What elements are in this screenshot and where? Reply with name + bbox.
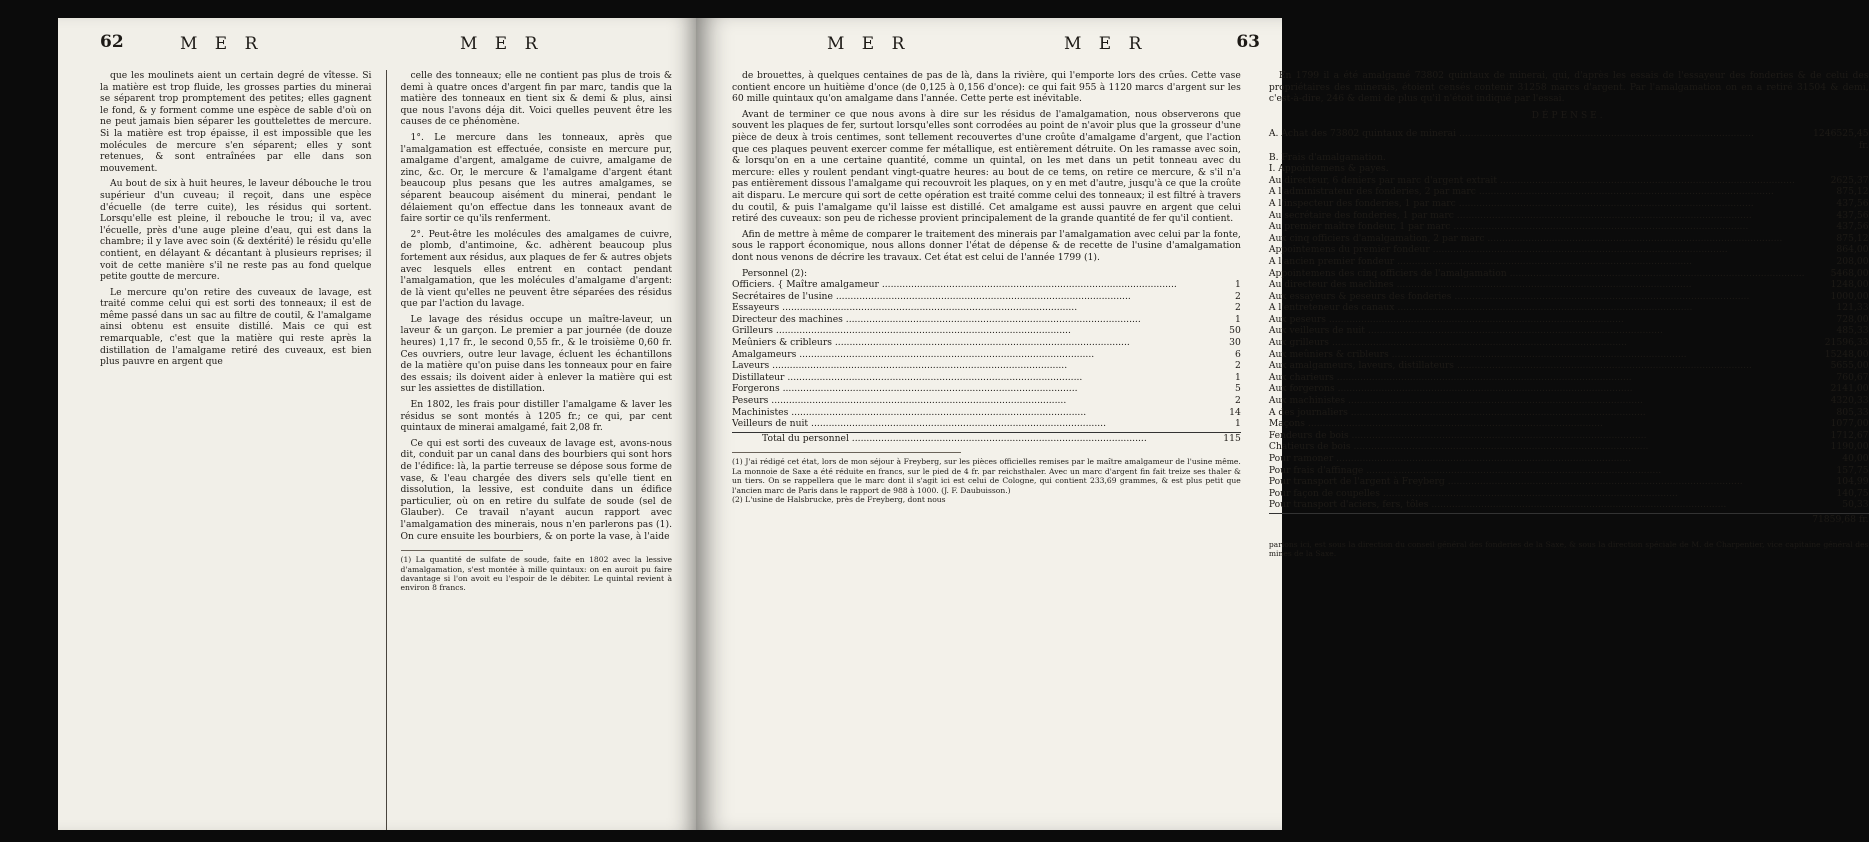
- ledger-label: Pour façon de coupelles .....: [1269, 488, 1805, 500]
- ledger-label: Veilleurs de nuit .....: [732, 418, 1177, 430]
- ledger-row: [1269, 291, 1869, 303]
- ledger-row: [732, 407, 1241, 419]
- ledger-row: [1269, 499, 1869, 511]
- paragraph: Le mercure qu'on retire des cuveaux de lavage, est traité comme celui qui est sorti des tonneaux; il est de même passé dans un sac au filtre de coutil, & l'amalgame ainsi obtenu est ensuite distillé. Mais ce qui est remarquable, c'est que la matière qui reste après la distillation de l'amalgame retiré des cuveaux, est bien plus pauvre en argent que: [100, 286, 372, 368]
- paragraph: 1°. Le mercure dans les tonneaux, après que l'amalgamation est effectuée, consiste en mercure pur, amalgame d'argent, amalgame de cuivre, amalgame de zinc, &c. Or, le mercure & l'amalgame d'argent étant beaucoup plus pesans que les autres amalgames, se séparent beaucoup aisément du minerai, pendant le délaiement qu'on effectue dans les tonneaux avant de faire sortir ce qu'ils renferment.: [400, 131, 672, 225]
- paragraph: celle des tonneaux; elle ne contient pas plus de trois & demi à quatre onces d'argent fin par marc, tandis que la matière des tonneaux en tient six & demi & plus, ainsi que nous l'avons déja dit. Voici quelles peuvent être les causes de ce phénomène.: [400, 70, 672, 128]
- ledger-row: [732, 302, 1241, 314]
- paragraph: En 1799 il a été amalgamé 73802 quintaux de minerai, qui, d'après les essais de l'essayeur des fonderies & de celui des propriétaires des minerais, étoient censés contenir 31258 marcs d'argent. Par l'amalgamation on en a retiré 31504 & demi, c'est-à-dire, 246 & demi de plus qu'il n'étoit indiqué par l'essai.: [1268, 70, 1869, 105]
- ledger-label: Forgerons .....: [732, 383, 1177, 395]
- paragraph: de brouettes, à quelques centaines de pas de là, dans la rivière, qui l'emporte lors des crûes. Cette vase contient encore un huitième d'once (de 0,125 à 0,156 d'once): ce qui fait 955 à 1120 marcs d'argent sur les 60 mille quintaux qu'on amalgame dans l'année. Cette perte est inévitable.: [732, 70, 1241, 105]
- ledger-row: [1269, 233, 1869, 245]
- ledger-value: 40,00: [1842, 453, 1869, 464]
- ledger-label: Fendeurs de bois .....: [1269, 430, 1805, 442]
- ledger-value: 5655,00: [1830, 360, 1869, 372]
- ledger-label: Meûniers & cribleurs .....: [732, 337, 1177, 349]
- ledger-label: Au premier maître fondeur, 1 par marc .....: [1269, 221, 1805, 233]
- ledger-value: 4320,33: [1830, 395, 1869, 407]
- ledger-row: [1269, 360, 1869, 372]
- ledger-row: [1269, 441, 1869, 453]
- ledger-row: [1269, 325, 1869, 337]
- ledger-label: Aux amalgameurs, laveurs, distillateurs .....: [1269, 360, 1805, 372]
- ledger-row: [732, 395, 1241, 407]
- depense-list: [1269, 128, 1869, 511]
- ledger-row: [732, 383, 1241, 395]
- ledger-label: Appointemens des cinq officiers de l'amalgamation .....: [1269, 268, 1805, 280]
- footnote-separator: [401, 550, 523, 551]
- ledger-value: 121,33: [1836, 302, 1869, 314]
- ledger-label: A l'administrateur des fonderies, 2 par marc .....: [1269, 186, 1805, 198]
- ledger-value: 50: [1229, 325, 1241, 337]
- ledger-label: Essayeurs .....: [732, 302, 1177, 314]
- running-title-col2: M E R: [1064, 34, 1148, 54]
- ledger-label: Officiers. { Maître amalgameur .....: [732, 279, 1177, 291]
- ledger-row: [1269, 279, 1869, 291]
- running-title: M E R: [827, 34, 911, 54]
- ledger-row: [732, 279, 1241, 291]
- ledger-label: Pour transport d'aciers, fers, tôles .....: [1269, 499, 1805, 511]
- ledger-row: [732, 325, 1241, 337]
- personnel-list: [732, 279, 1241, 430]
- ledger-row: [732, 418, 1241, 430]
- ledger-label: Machinistes .....: [732, 407, 1177, 419]
- ledger-label: Distillateur .....: [732, 372, 1177, 384]
- ledger-value: 485,33: [1836, 325, 1869, 337]
- ledger-label: A l'inspecteur des fonderies, 1 par marc .....: [1269, 198, 1805, 210]
- ledger-label: Aux veilleurs de nuit .....: [1269, 325, 1805, 337]
- ledger-row: [1269, 488, 1869, 500]
- ledger-value: 1246525,45 fr.: [1813, 128, 1869, 151]
- ledger-label: Aux essayeurs & peseurs des fonderies .....: [1269, 291, 1805, 303]
- ledger-label: Aux cinq officiers d'amalgamation, 2 par marc .....: [1269, 233, 1805, 245]
- footnote-continuation: parlons ici, est sous la direction du conseil général des fonderies de la Saxe, & sous la direction spéciale de M. de Charpentier, vice capitaine général des mines de la Saxe.: [1268, 539, 1869, 558]
- personnel-heading: Personnel (2):: [742, 267, 808, 279]
- ledger-value: 50,33: [1842, 499, 1869, 511]
- ledger-label: Peseurs .....: [732, 395, 1177, 407]
- ledger-row: [732, 337, 1241, 349]
- ledger-row: [1269, 453, 1869, 465]
- right-page: [696, 18, 1869, 830]
- depense-subtotal-row: [1269, 513, 1869, 526]
- ledger-value: 728,00: [1836, 313, 1869, 325]
- ledger-value: 875,12: [1836, 186, 1869, 198]
- ledger-value: 5468,00: [1830, 267, 1869, 279]
- ledger-value: 14: [1229, 406, 1241, 418]
- ledger-value: 6: [1234, 348, 1241, 360]
- personnel-total: [732, 432, 1241, 445]
- ledger-row: [1269, 465, 1869, 477]
- footnote-separator: [732, 452, 961, 453]
- ledger-value: 1712,67: [1830, 429, 1869, 441]
- ledger-row: [1269, 395, 1869, 407]
- ledger-label: Au directeur des machines .....: [1269, 279, 1805, 291]
- ledger-value: 2: [1234, 290, 1241, 302]
- ledger-row: [1269, 418, 1869, 430]
- ledger-label: Pour frais d'affinage .....: [1269, 465, 1805, 477]
- ledger-value: 437,56: [1836, 221, 1869, 233]
- ledger-label: A l'entreteneur des canaux .....: [1269, 302, 1805, 314]
- ledger-value: 2: [1234, 360, 1241, 372]
- ledger-label: Aux forgerons .....: [1269, 383, 1805, 395]
- footnote: (1) La quantité de sulfate de soude, faite en 1802 avec la lessive d'amalgamation, s'est montée à mille quintaux: on en auroit pu faire davantage si l'on avoit eu l'espoir de le débiter. Le quintal revient à environ 8 francs.: [400, 555, 672, 593]
- ledger-value: 437,56: [1836, 209, 1869, 221]
- ledger-label: Aux charieurs .....: [1269, 372, 1805, 384]
- ledger-value: 1: [1234, 279, 1241, 291]
- ledger-value: 1: [1234, 313, 1241, 325]
- ledger-value: 140,75: [1836, 487, 1869, 499]
- ledger-row: [1269, 302, 1869, 314]
- ledger-label: Appointemens du premier fondeur .....: [1269, 244, 1805, 256]
- ledger-value: 875,12: [1836, 232, 1869, 244]
- ledger-label: Grilleurs .....: [732, 325, 1177, 337]
- ledger-value: 2: [1234, 395, 1241, 407]
- ledger-row: [732, 314, 1241, 326]
- ledger-label: Laveurs .....: [732, 360, 1177, 372]
- ledger-row: [1269, 221, 1869, 233]
- ledger-value: 1190,00: [1830, 441, 1869, 453]
- personnel-total-value: 115: [1223, 432, 1241, 444]
- ledger-row: [1269, 476, 1869, 488]
- ledger-value: 21596,33: [1824, 337, 1869, 349]
- ledger-label: Directeur des machines .....: [732, 314, 1177, 326]
- ledger-value: 2625,37: [1830, 174, 1869, 186]
- ledger-label: Aux peseurs .....: [1269, 314, 1805, 326]
- ledger-row: [1269, 314, 1869, 326]
- ledger-row: [1269, 407, 1869, 419]
- running-title: M E R: [180, 34, 264, 54]
- depense-subtotal: 71859,68 fr.: [1812, 513, 1869, 525]
- ledger-label: Pour transport de l'argent à Freyberg .....: [1269, 476, 1805, 488]
- ledger-value: 1000,00: [1830, 290, 1869, 302]
- right-column-1: [732, 70, 1241, 830]
- ledger-label: Au secrétaire des fonderies, 1 par marc .....: [1269, 210, 1805, 222]
- ledger-row: [1269, 383, 1869, 395]
- ledger-label: Chatieurs de bois .....: [1269, 441, 1805, 453]
- ledger-row: [1269, 163, 1869, 175]
- ledger-label: A des journaliers .....: [1269, 407, 1805, 419]
- ledger-value: 864,00: [1836, 244, 1869, 256]
- footnote: (2) L'usine de Halsbrucke, près de Freyberg, dont nous: [732, 495, 946, 505]
- ledger-value: 437,56: [1836, 197, 1869, 209]
- paragraph: Au bout de six à huit heures, le laveur débouche le trou supérieur d'un cuveau; il reçoit, dans une espèce d'écuelle (de terre cuite), les résidus qui sortent. Lorsqu'elle est pleine, il rebouche le trou; il va, avec l'écuelle, près d'une auge pleine d'eau, qui est dans la chambre; il y lave avec soin (& dextérité) le résidu qu'elle contient, en délayant & décantant à plusieurs reprises; il voit de cette manière s'il ne reste pas au fond quelque petite goutte de mercure.: [100, 178, 372, 283]
- ledger-row: [1269, 268, 1869, 280]
- ledger-row: [1269, 210, 1869, 222]
- ledger-row: [1269, 175, 1869, 187]
- ledger-row: [1269, 198, 1869, 210]
- ledger-row: [1269, 430, 1869, 442]
- depense-heading: DÉPENSE.: [1531, 110, 1606, 121]
- ledger-value: 1248,00: [1830, 279, 1869, 291]
- ledger-label: Amalgameurs .....: [732, 349, 1177, 361]
- left-column-2: [401, 70, 673, 830]
- ledger-label: A l'ancien premier fondeur .....: [1269, 256, 1805, 268]
- ledger-value: 157,75: [1836, 464, 1869, 476]
- ledger-label: I. Appointemens & payes.: [1268, 163, 1389, 175]
- paragraph: que les moulinets aient un certain degré de vîtesse. Si la matière est trop fluide, les grosses parties du minerai se séparent trop promptement des petites; elles gagnent le fond, & y forment comme une espèce de sable d'où on ne peut jamais bien séparer les gouttelettes de mercure. Si la matière est trop épaisse, il est impossible que les molécules de mercure s'en séparent; elles y sont retenues, & sont entraînées par elle dans son mouvement.: [100, 70, 372, 174]
- ledger-row: [732, 360, 1241, 372]
- personnel-total-label: Total du personnel .....: [732, 433, 1177, 445]
- ledger-label: B. Frais d'amalgamation.: [1268, 151, 1386, 163]
- paragraph: 2°. Peut-être les molécules des amalgames de cuivre, de plomb, d'antimoine, &c. adhèrent beaucoup plus fortement aux résidus, aux plaques de fer & autres objets avec lesquels elles entrent en contact pendant l'amalgamation, que les molécules d'amalgame d'argent: de là vient qu'elles ne peuvent être séparées des résidus que par l'action du lavage.: [400, 228, 672, 310]
- ledger-label: Au directeur, 6 deniers par marc d'argent extrait .....: [1269, 175, 1805, 187]
- ledger-label: Aux grilleurs .....: [1269, 337, 1805, 349]
- ledger-row: [1269, 244, 1869, 256]
- ledger-value: 2141,00: [1830, 383, 1869, 395]
- paragraph: En 1802, les frais pour distiller l'amalgame & laver les résidus se sont montés à 1205 fr.; ce qui, par cent quintaux de minerai amalgamé, fait 2,08 fr.: [400, 399, 672, 434]
- left-column-1: [100, 70, 372, 830]
- ledger-value: 208,00: [1836, 255, 1869, 267]
- paragraph: Ce qui est sorti des cuveaux de lavage est, avons-nous dit, conduit par un canal dans des bourbiers qui sont hors de l'édifice: là, la partie terreuse se dépose sous forme de vase, & l'eau chargée des divers sels qu'elle tient en dissolution, la lessive, est conduite dans un édifice particulier, où on en retire du sulfate de soude (sel de Glauber). Ce travail n'ayant aucun rapport avec l'amalgamation des minerais, nous n'en parlerons pas (1). On cure ensuite les bourbiers, & on porte la vase, à l'aide: [400, 437, 672, 542]
- ledger-label: Maçons .....: [1269, 418, 1805, 430]
- left-page: [58, 18, 696, 830]
- ledger-value: 104,99: [1836, 476, 1869, 488]
- ledger-row: [1269, 349, 1869, 361]
- paragraph: Afin de mettre à même de comparer le traitement des minerais par l'amalgamation avec celui par la fonte, sous le rapport économique, nous allons donner l'état de dépense & de recette de l'usine d'amalgamation dont nous venons de décrire les travaux. Cet état est celui de l'année 1799 (1).: [732, 228, 1241, 263]
- column-rule: [386, 70, 387, 830]
- right-page-header: [732, 32, 1260, 70]
- ledger-row: [1269, 372, 1869, 384]
- ledger-row: [732, 349, 1241, 361]
- ledger-row: [1269, 128, 1869, 151]
- ledger-value: 1: [1234, 418, 1241, 430]
- right-column-2: [1269, 70, 1869, 830]
- ledger-value: 805,33: [1836, 406, 1869, 418]
- ledger-row: [1269, 152, 1869, 164]
- ledger-label: Aux machinistes .....: [1269, 395, 1805, 407]
- ledger-value: 5: [1234, 383, 1241, 395]
- ledger-value: 760,67: [1836, 371, 1869, 383]
- ledger-value: 1077,00: [1830, 418, 1869, 430]
- ledger-row: [1269, 186, 1869, 198]
- ledger-label: Secrétaires de l'usine .....: [732, 291, 1177, 303]
- ledger-label: Pour ramoner .....: [1269, 453, 1805, 465]
- running-title-col2: M E R: [460, 34, 544, 54]
- ledger-label: A. Achat des 73802 quintaux de minerai .....: [1269, 128, 1805, 140]
- paragraph: Avant de terminer ce que nous avons à dire sur les résidus de l'amalgamation, nous observerons que souvent les plaques de fer, surtout lorsqu'elles sont corrodées au point de n'avoir plus que la grosseur d'une pièce de deux à trois centimes, sont tellement recouvertes d'une croûte d'amalgame d'argent, que l'action que ces plaques peuvent exercer comme fer métallique, est entièrement détruite. On les ramasse avec soin, & lorsqu'on en a une certaine quantité, comme un quintal, on les met dans un petit tonneau avec du mercure: elles y roulent pendant vingt-quatre heures: au bout de ce tems, on retire ce mercure, & s'il n'a pas entièrement dissous l'amalgame qui recouvroit les plaques, on y en met d'autre, jusqu'à ce que la croûte ait disparu. Le mercure qui sort de cette opération est traité comme celui des tonneaux; il est filtré à travers du coutil, & puis l'amalgame qu'il laisse est distillé. Cet amalgame est aussi pauvre en argent que celui retiré des cuveaux: son peu de richesse provient principalement de la grande quantité de fer qu'il contient.: [732, 108, 1241, 225]
- ledger-row: [1269, 256, 1869, 268]
- ledger-value: 15248,00: [1824, 348, 1869, 360]
- ledger-row: [1269, 337, 1869, 349]
- left-page-header: [100, 32, 672, 70]
- ledger-label: Aux meûniers & cribleurs .....: [1269, 349, 1805, 361]
- ledger-value: 2: [1234, 302, 1241, 314]
- ledger-value: 30: [1229, 337, 1241, 349]
- footnote: (1) J'ai rédigé cet état, lors de mon séjour à Freyberg, sur les pièces officielles remises par le maître amalgameur de l'usine même. La monnoie de Saxe a été réduite en francs, sur le pied de 4 fr. par reichsthaler. Avec un marc d'argent fin fait treize ses thaler & un tiers. On se rappellera que le marc dont il s'agit ici est celui de Cologne, qui contient 233,69 grammes, & est plus petit que l'ancien marc de Paris dans le rapport de 988 à 1000. (J. F. Daubuisson.): [732, 457, 1241, 495]
- page-number: 63: [1236, 32, 1260, 52]
- page-number: 62: [100, 32, 124, 52]
- ledger-value: 1: [1234, 371, 1241, 383]
- ledger-row: [732, 372, 1241, 384]
- ledger-row: [732, 291, 1241, 303]
- paragraph: Le lavage des résidus occupe un maître-laveur, un laveur & un garçon. Le premier a par journée (de douze heures) 1,17 fr., le second 0,55 fr., & le troisième 0,60 fr. Ces ouvriers, outre leur lavage, écluent les échantillons de la matière qu'on puise dans les tonneaux pour en faire des essais; ils doivent aider à enlever la matière qui est sur les assiettes de distillation.: [400, 313, 672, 395]
